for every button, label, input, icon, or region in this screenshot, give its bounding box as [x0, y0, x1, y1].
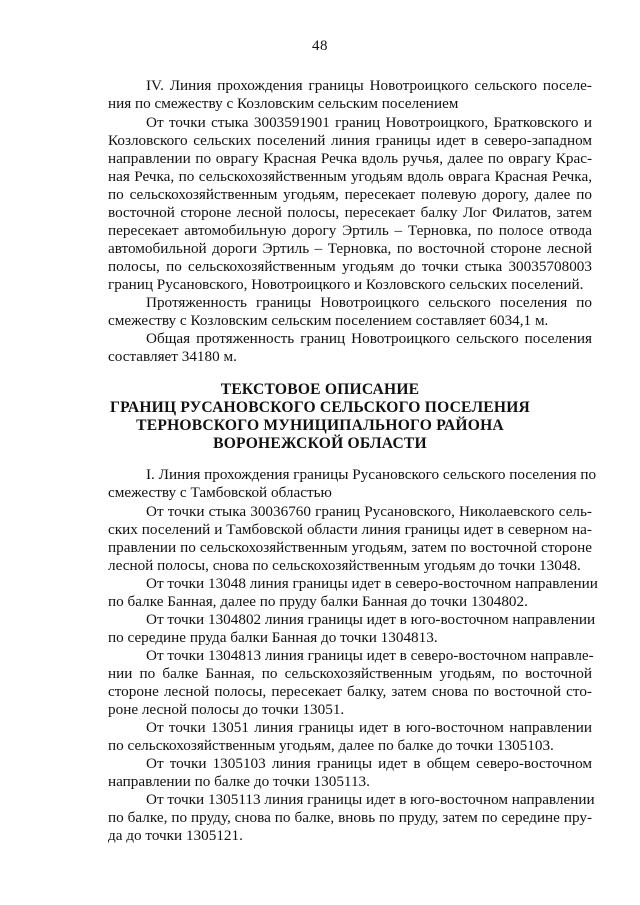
paragraph-line: направлении по балке до точки 1305113.	[108, 773, 370, 790]
page-number: 48	[312, 38, 328, 54]
paragraph-line: правлении по сельскохозяйственным угодьям, затем по восточной стороне	[108, 539, 592, 556]
paragraph-line: Общая протяженность границ Новотроицкого сельского поселения	[146, 330, 592, 347]
paragraph-line: по середине пруда балки Банная до точки 1304813.	[108, 629, 438, 646]
paragraph-line: автомобильной дороги Эртиль – Терновка, по восточной стороне лесной	[108, 240, 592, 257]
section-iv-title-line-1: IV. Линия прохождения границы Новотроицкого сельского поселе-	[146, 77, 592, 94]
paragraph-line: составляет 34180 м.	[108, 348, 237, 365]
paragraph-line: лесной полосы, снова по сельскохозяйственным угодьям до точки 13048.	[108, 557, 581, 574]
paragraph-line: От точки 1304813 линия границы идет в северо-восточном направле-	[146, 647, 594, 664]
paragraph-line: направлении по оврагу Красная Речка вдоль ручья, далее по оврагу Крас-	[108, 150, 592, 167]
paragraph-line: От точки 1305113 линия границы идет в юго-восточном направлении	[146, 791, 595, 808]
paragraph-line: От точки 1304802 линия границы идет в юго-восточном направлении	[146, 611, 596, 628]
paragraph-line: пересекает автомобильную дорогу Эртиль – Терновка, по полосе отвода	[108, 222, 592, 239]
heading-line-3: ТЕРНОВСКОГО МУНИЦИПАЛЬНОГО РАЙОНА	[136, 417, 504, 434]
paragraph-line: От точки 1305103 линия границы идет в общем северо-восточном	[146, 755, 592, 772]
paragraph-line: Козловского сельских поселений линия границы идет в северо-западном	[108, 132, 592, 149]
section-i-title-line-1: I. Линия прохождения границы Русановского сельского поселения по	[146, 466, 597, 483]
paragraph-line: да до точки 1305121.	[108, 827, 243, 844]
paragraph-line: полосы, по сельскохозяйственным угодьям до точки стыка 30035708003	[108, 258, 592, 275]
paragraph-line: От точки 13048 линия границы идет в северо-восточном направлении	[146, 575, 598, 592]
paragraph-line: роне лесной полосы до точки 13051.	[108, 701, 345, 718]
paragraph-line: нии по балке Банная, по сельскохозяйственным угодьям, по восточной	[108, 665, 592, 682]
heading-line-4: ВОРОНЕЖСКОЙ ОБЛАСТИ	[213, 435, 427, 452]
heading-line-1: ТЕКСТОВОЕ ОПИСАНИЕ	[220, 381, 420, 398]
paragraph-line: стороне лесной полосы, пересекает балку, затем снова по восточной сто-	[108, 683, 592, 700]
heading-line-2: ГРАНИЦ РУСАНОВСКОГО СЕЛЬСКОГО ПОСЕЛЕНИЯ	[110, 399, 530, 416]
section-iv-title-line-2: ния по смежеству с Козловским сельским поселением	[108, 95, 459, 112]
paragraph-line: От точки стыка 30036760 границ Русановского, Николаевского сель-	[146, 503, 592, 520]
paragraph-line: по балке Банная, далее по пруду балки Банная до точки 1304802.	[108, 593, 528, 610]
paragraph-line: смежеству с Козловским сельским поселением составляет 6034,1 м.	[108, 312, 549, 329]
section-i-title-line-2: смежеству с Тамбовской областью	[108, 484, 332, 501]
paragraph-line: От точки 13051 линия границы идет в юго-восточном направлении	[146, 719, 592, 736]
paragraph-line: Протяженность границы Новотроицкого сельского поселения по	[146, 294, 592, 311]
paragraph-line: ских поселений и Тамбовской области линия границы идет в северном на-	[108, 521, 592, 538]
paragraph-line: От точки стыка 3003591901 границ Новотроицкого, Братковского и	[146, 114, 592, 131]
paragraph-line: по балке, по пруду, снова по балке, вновь по пруду, затем по середине пру-	[108, 809, 592, 826]
paragraph-line: восточной стороне лесной полосы, пересекает балку Лог Филатов, затем	[108, 204, 592, 221]
paragraph-line: границ Русановского, Новотроицкого и Козловского сельских поселений.	[108, 276, 584, 293]
paragraph-line: ная Речка, по сельскохозяйственным угодьям вдоль оврага Красная Речка,	[108, 168, 592, 185]
paragraph-line: по сельскохозяйственным угодьям, далее по балке до точки 1305103.	[108, 737, 554, 754]
paragraph-line: по сельскохозяйственным угодьям, пересекает полевую дорогу, далее по	[108, 186, 592, 203]
